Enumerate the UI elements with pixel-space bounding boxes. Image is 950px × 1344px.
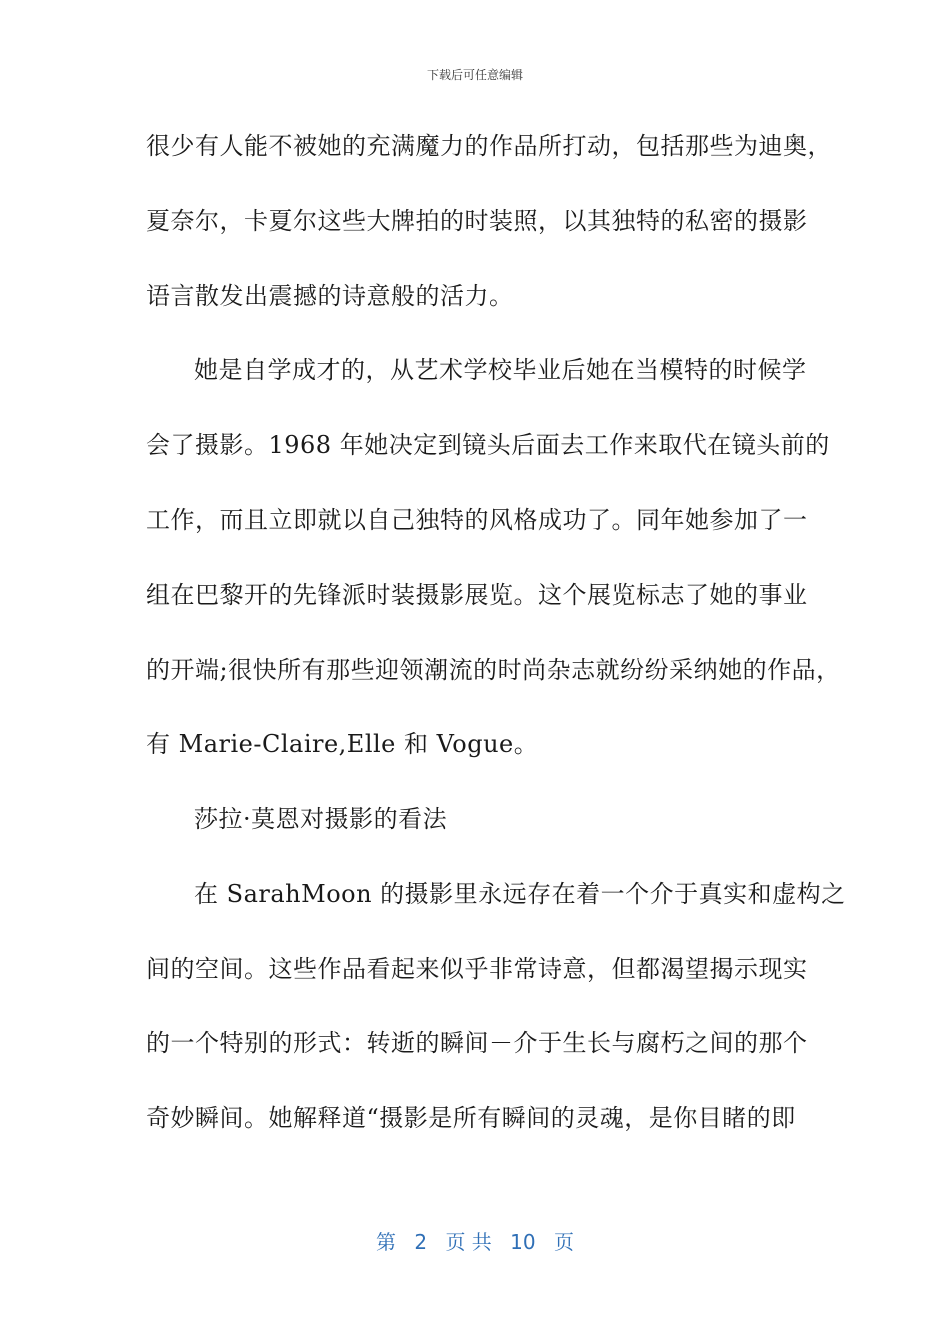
body-line: 的一个特别的形式：转逝的瞬间－介于生长与腐朽之间的那个: [146, 1029, 808, 1057]
body-line: 奇妙瞬间。她解释道“摄影是所有瞬间的灵魂，是你目睹的即: [146, 1104, 796, 1132]
footer-middle: 页 共: [445, 1230, 492, 1254]
body-line: 在 SarahMoon 的摄影里永远存在着一个介于真实和虚构之: [194, 880, 846, 908]
body-line: 间的空间。这些作品看起来似乎非常诗意，但都渴望揭示现实: [146, 955, 808, 983]
footer-prefix: 第: [376, 1230, 396, 1254]
section-heading: 莎拉·莫恩对摄影的看法: [194, 805, 448, 833]
page-header: 下载后可任意编辑: [426, 68, 523, 82]
body-line: 组在巴黎开的先锋派时装摄影展览。这个展览标志了她的事业: [146, 581, 808, 609]
body-line: 工作，而且立即就以自己独特的风格成功了。同年她参加了一: [146, 506, 808, 534]
body-line: 会了摄影。1968 年她决定到镜头后面去工作来取代在镜头前的: [146, 431, 830, 459]
body-line: 有 Marie-Claire,Elle 和 Vogue。: [146, 730, 539, 758]
body-line: 夏奈尔，卡夏尔这些大牌拍的时装照，以其独特的私密的摄影: [146, 207, 808, 235]
footer-page-number: 2: [414, 1230, 428, 1254]
body-line: 很少有人能不被她的充满魔力的作品所打动，包括那些为迪奥，: [146, 132, 832, 160]
body-line: 的开端;很快所有那些迎领潮流的时尚杂志就纷纷采纳她的作品，: [146, 656, 841, 684]
body-line: 她是自学成才的，从艺术学校毕业后她在当模特的时候学: [194, 356, 807, 384]
body-line: 语言散发出震撼的诗意般的活力。: [146, 282, 514, 310]
footer-total-pages: 10: [510, 1230, 536, 1254]
footer-suffix: 页: [553, 1230, 574, 1254]
page-footer: [0, 1226, 950, 1255]
